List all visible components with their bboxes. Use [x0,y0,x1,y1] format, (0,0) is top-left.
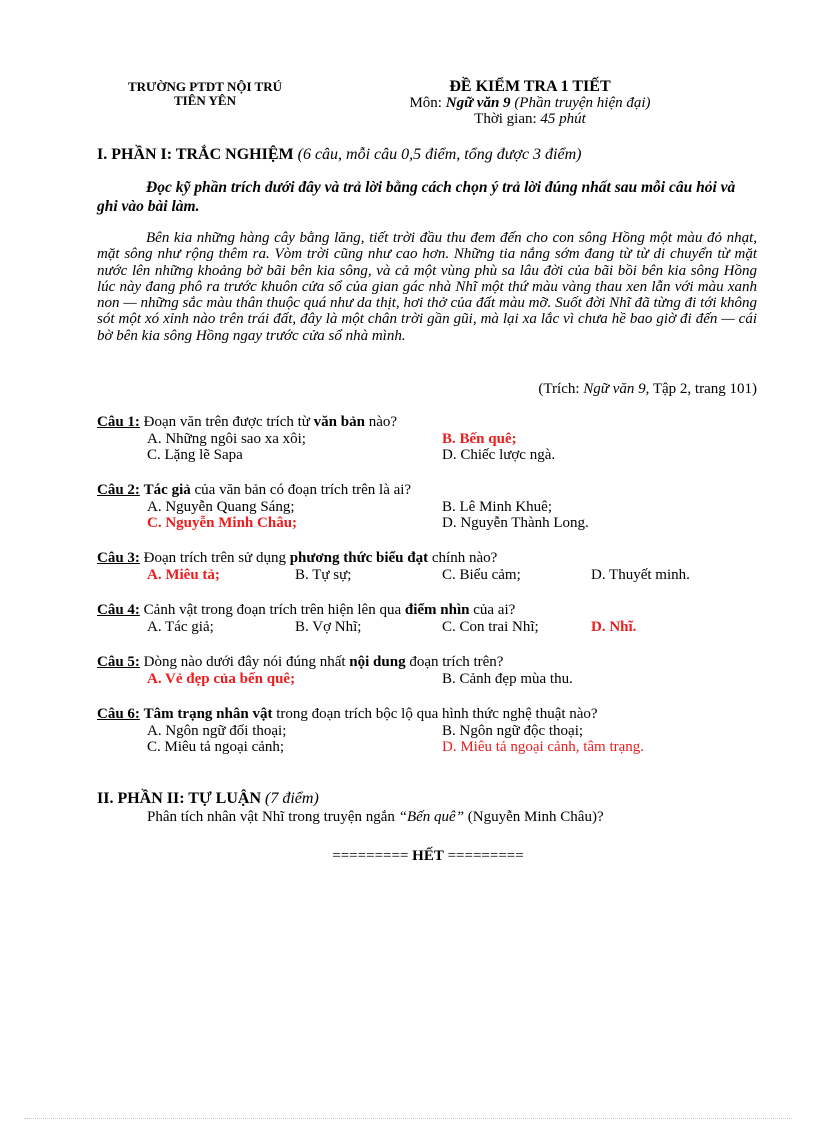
option-b: B. Vợ Nhĩ; [295,618,362,635]
question-label: Câu 4: [97,602,140,618]
question-label: Câu 1: [97,414,140,430]
option-row [97,499,757,516]
source-book: Ngữ văn 9 [583,381,646,397]
stem-text: Đoạn trích trên sử dụng [139,550,290,566]
option-b: B. Lê Minh Khuê; [442,498,552,515]
option-row [97,619,757,636]
page-bottom-rule [24,1118,792,1119]
question-label: Câu 3: [97,550,140,566]
stem-text: Dòng nào dưới đây nói đúng nhất [139,654,350,670]
question-4 [97,602,757,635]
prompt-work-title: “Bến quê” [398,809,465,825]
time-value: 45 phút [540,111,586,127]
exam-time [370,111,690,127]
option-row [97,671,757,688]
prompt-text: Phân tích nhân vật Nhĩ trong truyện ngắn [147,809,399,825]
source-rest: , Tập 2, trang 101) [645,381,757,397]
question-stem [97,550,757,567]
option-d-answer: D. Nhĩ. [591,618,637,635]
option-a: A. Những ngôi sao xa xôi; [147,430,306,447]
time-prefix: Thời gian: [474,111,541,127]
school-name-line-2: TIÊN YÊN [173,93,236,108]
question-2 [97,482,757,532]
option-d: D. Thuyết minh. [591,566,690,583]
stem-keyword: điểm nhìn [404,602,470,618]
part2-heading [97,790,604,808]
option-b-answer: B. Bến quê; [442,430,517,447]
part1-note: (6 câu, mỗi câu 0,5 điểm, tổng được 3 điểm) [293,146,582,163]
stem-keyword: Tâm trạng nhân vật [143,706,273,722]
end-rule-right: ========= [443,848,524,864]
end-rule-left: ========= [332,848,413,864]
instruction-text: Đọc kỹ phần trích dưới đây và trả lời bằng cách chọn ý trả lời đúng nhất sau mỗi câu hỏi và ghi vào bài làm. [97,179,736,215]
option-row [97,567,757,584]
option-c: C. Con trai Nhĩ; [442,618,539,635]
option-d: D. Chiếc lược ngà. [442,447,556,463]
option-b: B. Ngôn ngữ độc thoại; [442,722,584,739]
option-a-answer: A. Miêu tả; [147,566,220,583]
subject-note: (Phần truyện hiện đại) [510,95,651,111]
option-c: C. Miêu tả ngoại cảnh; [147,739,285,755]
option-b: B. Cảnh đẹp mùa thu. [442,670,573,687]
question-stem [97,414,757,431]
option-c: C. Biểu cảm; [442,566,521,583]
school-name-line-1: TRƯỜNG PTDT NỘI TRÚ [128,79,282,94]
end-marker [0,848,816,865]
option-row [97,431,757,448]
option-row [97,723,757,740]
stem-keyword: văn bản [313,414,365,430]
question-stem [97,654,757,671]
prompt-text: (Nguyễn Minh Châu)? [464,809,604,825]
stem-text: nào? [364,414,398,430]
option-c-answer: C. Nguyễn Minh Châu; [147,515,298,531]
question-stem [97,482,757,499]
option-d: D. Nguyễn Thành Long. [442,515,589,531]
exam-title: ĐỀ KIỂM TRA 1 TIẾT [449,78,611,95]
subject-prefix: Môn: [409,95,446,111]
school-name [100,80,310,108]
exam-subject [370,95,690,111]
stem-text: của ai? [469,602,516,618]
question-1 [97,414,757,464]
subject-name: Ngữ văn 9 [445,95,511,111]
stem-keyword: nội dung [349,654,406,670]
option-b: B. Tự sự; [295,566,352,583]
part1-title: I. PHẦN I: TRẮC NGHIỆM [97,146,294,163]
part1-instruction [97,178,737,216]
question-stem [97,706,757,723]
reading-passage [97,230,757,344]
exam-header [370,78,690,127]
question-stem [97,602,757,619]
question-3 [97,550,757,583]
stem-text: trong đoạn trích bộc lộ qua hình thức nghệ thuật nào? [272,706,598,722]
stem-text: đoạn trích trên? [405,654,504,670]
source-open: (Trích: [538,381,584,397]
passage-text: Bên kia những hàng cây bằng lăng, tiết trời đầu thu đem đến cho con sông Hồng một màu đỏ nhạt, mặt sông như rộng thêm ra. Vòm trời cũng như cao hơn. Những tia nắng sớm đang từ từ di chuyển từ mặt nước lên những khoảng bờ bãi bên kia sông, và cả một vùng phù sa lâu đời của bãi bồi bên kia sông Hồng lúc này đang phô ra trước khuôn cửa sổ của gian gác nhà Nhĩ một thứ màu vàng thau xen lẫn với màu xanh non — những sắc màu thân thuộc quá như da thịt, hơi thở của đất màu mỡ. Suốt đời Nhĩ đã từng đi tới không sót một xó xỉnh nào trên trái đất, đây là một chân trời gần gũi, mà lại xa lắc vì chưa hề bao giờ đi đến — cái bờ bên kia sông Hồng ngay trước cửa sổ nhà mình. [97,230,757,344]
option-a-answer: A. Vẻ đẹp của bến quê; [147,670,296,687]
part2-title: II. PHẦN II: TỰ LUẬN [97,790,262,807]
question-label: Câu 2: [97,482,140,498]
stem-text: của văn bản có đoạn trích trên là ai? [190,482,412,498]
question-label: Câu 5: [97,654,140,670]
question-label: Câu 6: [97,706,140,722]
option-a: A. Ngôn ngữ đối thoại; [147,722,287,739]
stem-text: Cảnh vật trong đoạn trích trên hiện lên qua [139,602,405,618]
question-5 [97,654,757,687]
essay-prompt [97,808,604,826]
stem-keyword: phương thức biểu đạt [289,550,429,566]
option-d-answer: D. Miêu tả ngoại cảnh, tâm trạng. [442,739,645,755]
option-row [97,739,757,756]
question-6 [97,706,757,756]
stem-text: Đoạn văn trên được trích từ [139,414,314,430]
option-row [97,447,757,464]
passage-source [538,381,757,398]
option-a: A. Tác giả; [147,618,214,635]
part1-heading [97,146,581,164]
option-a: A. Nguyễn Quang Sáng; [147,498,295,515]
part2 [97,790,604,826]
option-c: C. Lặng lẽ Sapa [147,447,243,463]
end-word: HẾT [412,848,444,864]
part2-note: (7 điểm) [261,790,319,807]
stem-text: chính nào? [428,550,498,566]
option-row [97,515,757,532]
stem-keyword: Tác giả [143,482,191,498]
